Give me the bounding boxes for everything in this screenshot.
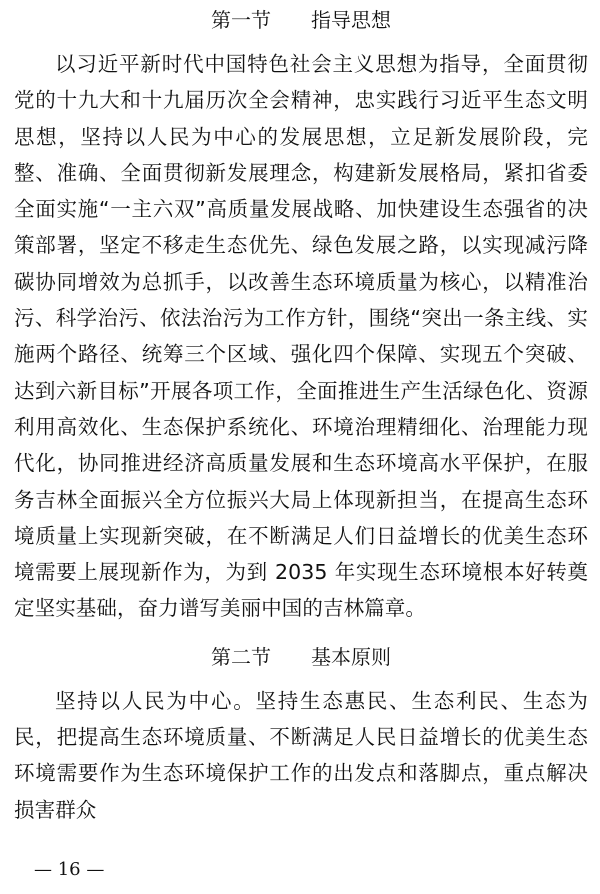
section-heading-basic-principles: 第二节 基本原则 bbox=[211, 644, 391, 669]
paragraph-guiding-ideology: 以习近平新时代中国特色社会主义思想为指导，全面贯彻党的十九大和十九届历次全会精神，忠实践行习近平生态文明思想，坚持以人民为中心的发展思想，立足新发展阶段，完整、准确、全面贯彻新发展理念，构建新发展格局，紧扣省委全面实施“一主六双”高质量发展战略、加快建设生态强省的决策部署，坚定不移走生态优先、绿色发展之路，以实现减污降碳协同增效为总抓手，以改善生态环境质量为核心，以精准治污、科学治污、依法治污为工作方针，围绕“突出一条主线、实施两个路径、统筹三个区域、强化四个保障、实现五个突破、达到六新目标”开展各项工作，全面推进生产生活绿色化、资源利用高效化、生态保护系统化、环境治理精细化、治理能力现代化，协同推进经济高质量发展和生态环境高水平保护，在服务吉林全面振兴全方位振兴大局上体现新担当，在提高生态环境质量上实现新突破，在不断满足人们日益增长的优美生态环境需要上展现新作为，为到 2035 年实现生态环境根本好转奠定坚实基础，奋力谱写美丽中国的吉林篇章。 bbox=[14, 52, 588, 621]
page-number: — 16 — bbox=[34, 859, 105, 880]
paragraph-basic-principles: 坚持以人民为中心。坚持生态惠民、生态利民、生态为民，把提高生态环境质量、不断满足人民日益增长的优美生态环境需要作为生态环境保护工作的出发点和落脚点，重点解决损害群众 bbox=[14, 688, 588, 822]
document-page bbox=[14, 0, 588, 828]
section-heading-guiding-ideology: 第一节 指导思想 bbox=[211, 8, 391, 32]
